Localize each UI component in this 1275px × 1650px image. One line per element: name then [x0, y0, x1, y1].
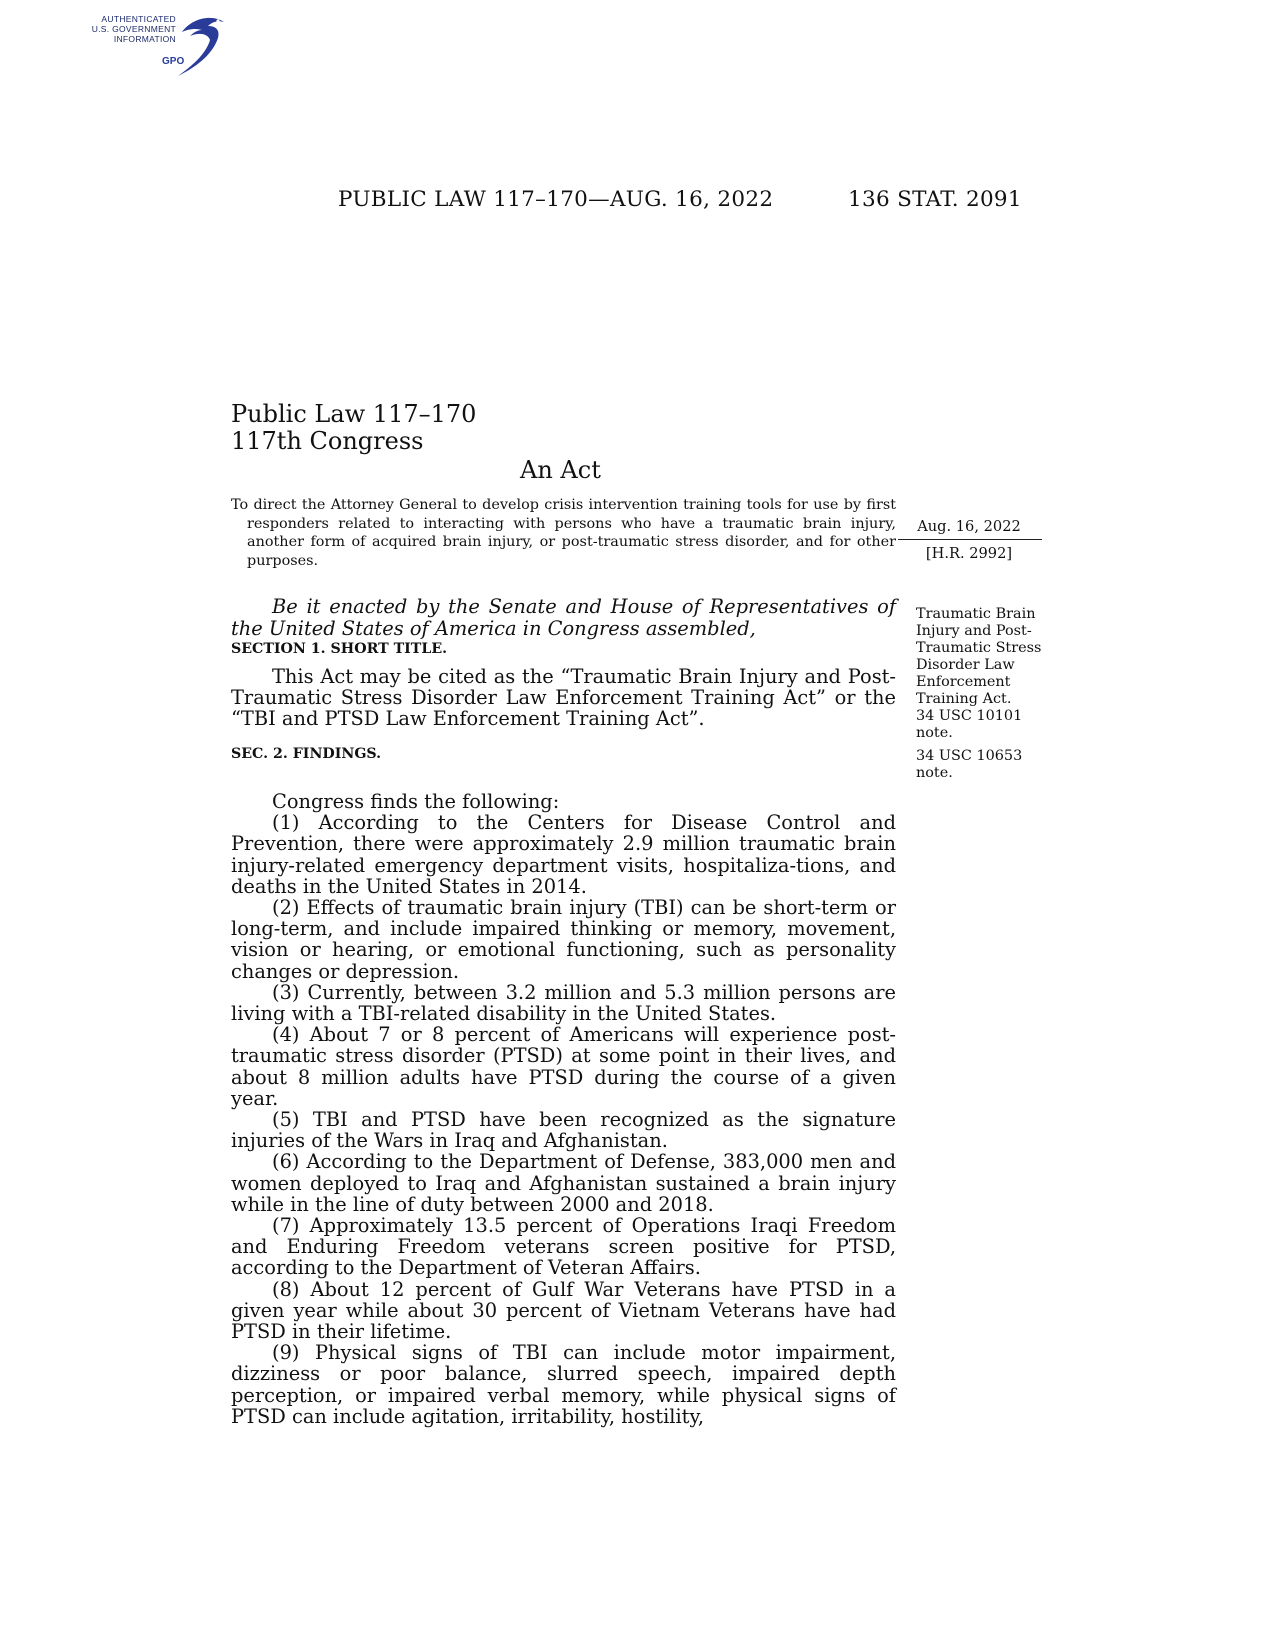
margin-line: Traumatic Brain: [916, 606, 1036, 622]
enacting-clause: Be it enacted by the Senate and House of Representatives of the United States of America in Congress assembled,: [231, 595, 896, 640]
finding-item-1: (1) According to the Centers for Disease Control and Prevention, there were approximately 2.9 million traumatic brain injury-related emergency department visits, hospitaliza-tions, and deaths in the United States in 2014.: [231, 811, 896, 898]
seal-line-2: U.S. GOVERNMENT: [91, 24, 176, 34]
finding-item-9: (9) Physical signs of TBI can include motor impairment, dizziness or poor balance, slurred speech, impaired depth perception, or impaired verbal memory, while physical signs of PTSD can include agitation, irritability, hostility,: [231, 1341, 896, 1428]
finding-item-7: (7) Approximately 13.5 percent of Operations Iraqi Freedom and Enduring Freedom veterans screen positive for PTSD, according to the Department of Veteran Affairs.: [231, 1214, 896, 1280]
finding-item-6: (6) According to the Department of Defense, 383,000 men and women deployed to Iraq and Afghanistan sustained a brain injury while in the line of duty between 2000 and 2018.: [231, 1150, 896, 1216]
seal-line-1: AUTHENTICATED: [101, 14, 176, 24]
eagle-logo-icon: [172, 10, 232, 78]
findings-lead: Congress finds the following:: [272, 790, 560, 813]
gpo-authentication-seal: [92, 10, 232, 78]
margin-line: 34 USC 10653: [916, 748, 1023, 764]
running-header-stat: 136 STAT. 2091: [848, 187, 1022, 212]
public-law-number: Public Law 117–170: [231, 400, 477, 428]
margin-line: note.: [916, 765, 953, 781]
margin-note-short-title: [916, 606, 1046, 742]
finding-item-4: (4) About 7 or 8 percent of Americans will experience post-traumatic stress disorder (PTSD) at some point in their lives, and about 8 million adults have PTSD during the course of a given year.: [231, 1023, 896, 1110]
section-1-text: This Act may be cited as the “Traumatic Brain Injury and Post-Traumatic Stress Disorder Law Enforcement Training Act” or the “TBI and PTSD Law Enforcement Training Act”.: [231, 665, 896, 731]
an-act-heading: An Act: [520, 456, 601, 484]
purpose-statement: To direct the Attorney General to develop crisis intervention training tools for use by first responders related to interacting with persons who have a traumatic brain injury, another form of acquired brain injury, or post-traumatic stress disorder, and for other purposes.: [231, 497, 896, 569]
margin-line: Enforcement: [916, 674, 1011, 690]
margin-line: Disorder Law: [916, 657, 1015, 673]
margin-line: note.: [916, 725, 953, 741]
margin-note-findings: [916, 748, 1046, 782]
finding-item-5: (5) TBI and PTSD have been recognized as the signature injuries of the Wars in Iraq and Afghanistan.: [231, 1108, 896, 1153]
bill-number: [H.R. 2992]: [925, 545, 1013, 562]
section-1-heading: SECTION 1. SHORT TITLE.: [231, 641, 448, 657]
margin-line: 34 USC 10101: [916, 708, 1023, 724]
margin-line: Injury and Post-: [916, 623, 1032, 639]
finding-item-8: (8) About 12 percent of Gulf War Veterans have PTSD in a given year while about 30 percent of Vietnam Veterans have had PTSD in their lifetime.: [231, 1277, 896, 1344]
section-2-heading: SEC. 2. FINDINGS.: [231, 746, 382, 762]
seal-line-3: INFORMATION: [113, 34, 176, 44]
margin-line: Traumatic Stress: [916, 640, 1042, 656]
gpo-logo-text: GPO: [162, 56, 185, 67]
finding-item-2: (2) Effects of traumatic brain injury (TBI) can be short-term or long-term, and include impaired thinking or memory, movement, vision or hearing, or emotional functioning, such as personality changes or depression.: [231, 896, 896, 983]
divider-rule: [898, 539, 1042, 540]
congress-number: 117th Congress: [231, 427, 424, 455]
running-header-law: PUBLIC LAW 117–170—AUG. 16, 2022: [338, 187, 774, 212]
findings-list: [231, 790, 896, 1428]
margin-line: Training Act.: [916, 691, 1012, 707]
enactment-date: Aug. 16, 2022: [917, 518, 1021, 535]
finding-item-3: (3) Currently, between 3.2 million and 5.3 million persons are living with a TBI-related disability in the United States.: [231, 980, 896, 1026]
